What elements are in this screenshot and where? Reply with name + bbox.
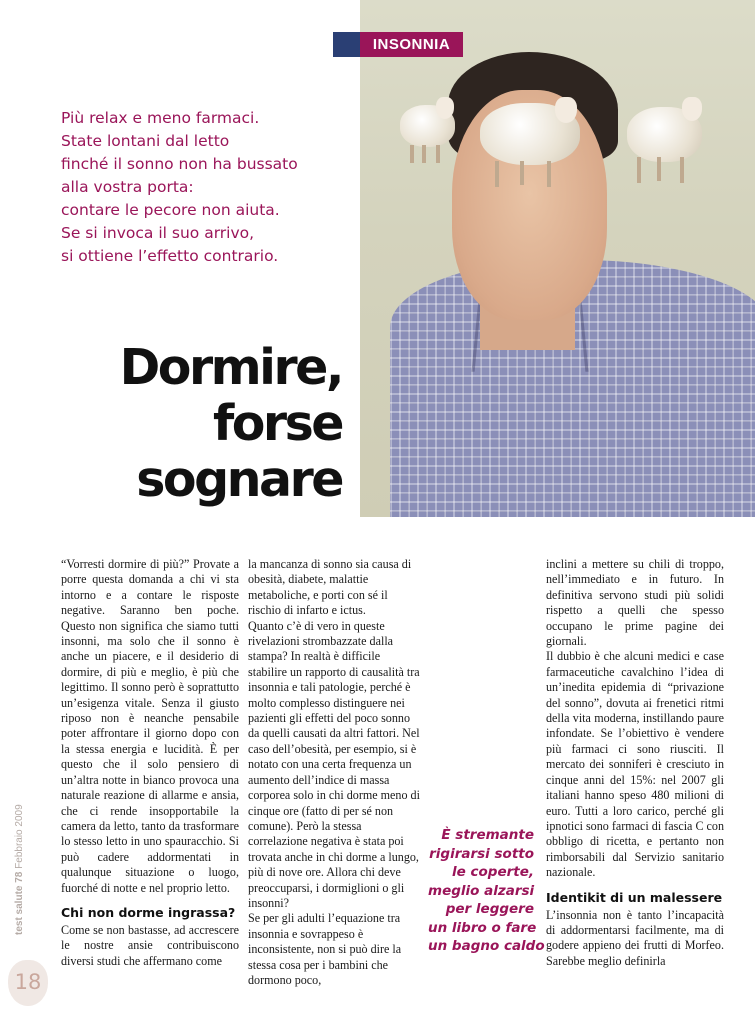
paragraph: Se per gli adulti l’equazione tra insonnia e sovrappeso è inconsistente, non si può dire la stessa cosa per i bambini che dormono poco, <box>248 911 402 987</box>
sheep-icon <box>475 95 585 190</box>
body-column-2 <box>248 557 420 988</box>
title-line: sognare <box>136 451 342 508</box>
pull-quote-line: le coperte, <box>452 864 534 880</box>
paragraph: la mancanza di sonno sia causa di obesità, diabete, malattie metaboliche, e porti con sé il rischio di infarto e ictus. <box>248 557 412 618</box>
page-number-badge <box>8 960 48 1006</box>
magazine-name: test salute 78 <box>14 871 25 935</box>
body-column-3 <box>546 557 724 969</box>
paragraph: inclini a mettere su chili di troppo, nell’immediato e in futuro. In definitiva servono studi più solidi rispetto a quelli che spesso occupano le prime pagine dei giornali. <box>546 557 724 649</box>
intro-line: State lontani dal letto <box>61 132 230 150</box>
paragraph: Quanto c’è di vero in queste rivelazioni strombazzate dalla stampa? In realtà è difficile stabilire un rapporto di causalità tra insonnia e tali patologie, perché è molto complesso distinguere nei pazienti gli effetti del poco sonno da quelli causati da altri fattori. Nel caso dell’obesità, per esempio, si è notato con una certa frequenza un aumento dell’indice di massa corporea solo in chi dorme meno di cinque ore (fatto di per sé non comune). Però la stessa correlazione negativa è stata poi trovata anche in chi dorme a lungo, più di nove ore. Allora chi deve preoccuparsi, i dormiglioni o gli insonni? <box>248 618 420 910</box>
pull-quote-line: un libro o fare <box>428 919 537 936</box>
intro-line: Se si invoca il suo arrivo, <box>61 224 255 242</box>
pull-quote-line: rigirarsi sotto <box>429 845 534 862</box>
section-heading: Identikit di un malessere <box>546 889 723 905</box>
cover-photo <box>360 0 755 517</box>
title-line: Dormire, <box>119 339 342 396</box>
intro-line: Più relax e meno farmaci. <box>61 109 260 127</box>
intro-standfirst <box>61 107 351 268</box>
intro-line: finché il sonno non ha bussato <box>61 155 298 173</box>
side-folio <box>14 804 25 935</box>
paragraph: Il dubbio è che alcuni medici e case farmaceutiche cavalchino l’idea di un’inedita epidemia di “privazione del sonno”, dovuta ai frenetici ritmi della vita moderna, instillando paure infondate. Se l’obiettivo è vendere più farmaci ci sono riusciti. Il mercato dei sonniferi è cresciuto in cinque anni del 15%: nel 2007 gli italiani hanno speso 480 milioni di euro. Tutti a loro carico, perché gli ipnotici sono farmaci di fascia C con obbligo di ricetta, e pertanto non rimborsabili dal Servizio sanitario nazionale. <box>546 649 724 880</box>
pull-quote-line: È stremante <box>441 827 534 843</box>
pull-quote-line: un bagno caldo <box>428 938 545 954</box>
sheep-icon <box>622 95 707 185</box>
pull-quote <box>428 826 545 956</box>
paragraph: Come se non bastasse, ad accrescere le nostre ansie contribuiscono diversi studi che affermano come <box>61 922 239 968</box>
issue-date: Febbraio 2009 <box>14 804 25 869</box>
intro-line: contare le pecore non aiuta. <box>61 201 280 219</box>
intro-line: si ottiene l’effetto contrario. <box>61 247 279 265</box>
body-column-1 <box>61 557 239 969</box>
category-tag: INSONNIA <box>360 32 463 57</box>
pull-quote-line: meglio alzarsi <box>428 882 535 899</box>
paragraph: L’insonnia non è tanto l’incapacità di addormentarsi facilmente, ma di godere appieno dei frutti di Morfeo. Sarebbe meglio definirla <box>546 907 724 968</box>
paragraph: “Vorresti dormire di più?” Provate a porre questa domanda a chi vi sta intorno e a contare le risposte negative. Saranno ben poche. Questo non significa che siamo tutti insonni, ma solo che il sonno è anche un piacere, e il desiderio di dormire, di più e meglio, è più che legittimo. Il sonno però è soprattutto un’esigenza vitale. Senza il giusto riposo non è neanche pensabile poter affrontare il giorno dopo con la stessa energia e lucidità. È per questo che il solo pensiero di un’altra notte in bianco provoca una naturale reazione di allarme e ansia, che ci rende insopportabile la camera da letto, tanto da trasformare lo stesso letto in uno spauracchio. Si può cadere addormentati in qualunque situazione o luogo, fuorché di notte e nel proprio letto. <box>61 557 239 895</box>
section-heading: Chi non dorme ingrassa? <box>61 904 236 920</box>
intro-line: alla vostra porta: <box>61 178 194 196</box>
pull-quote-line: per leggere <box>445 901 534 917</box>
title-line: forse <box>212 395 342 452</box>
page-number: 18 <box>14 970 42 994</box>
article-title <box>120 340 342 508</box>
sheep-icon <box>392 95 462 165</box>
category-tag-bar <box>333 32 360 57</box>
